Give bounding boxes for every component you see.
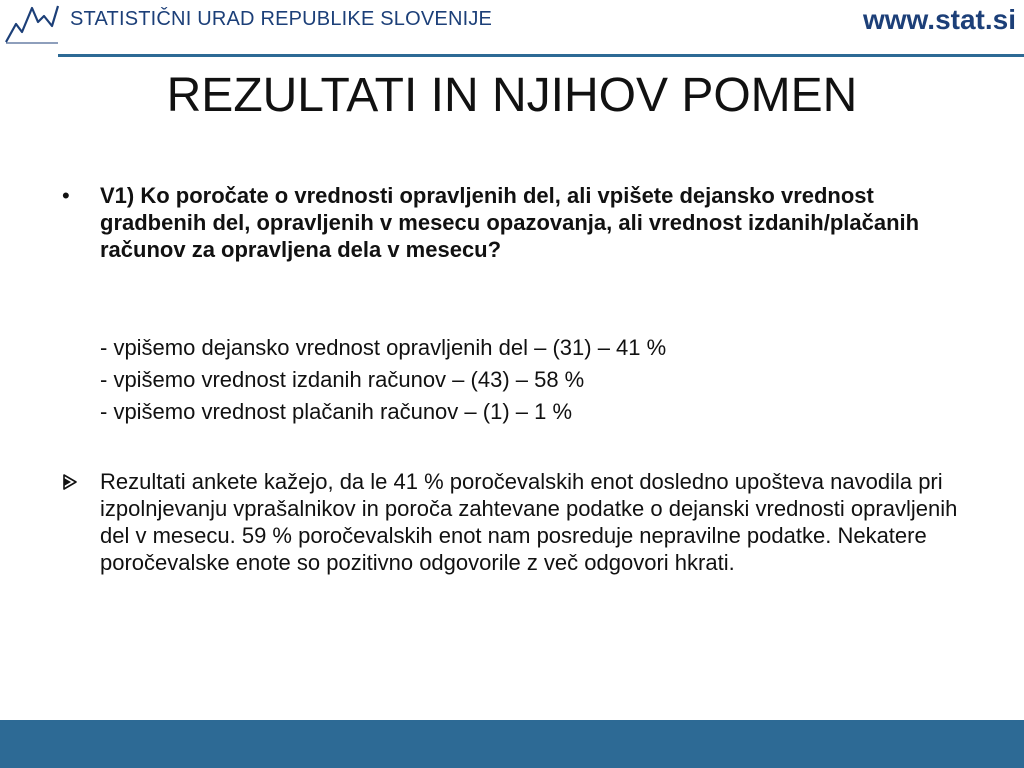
result-item bbox=[62, 468, 982, 576]
answer-item: - vpišemo vrednost izdanih računov – (43) – 58 % bbox=[100, 367, 585, 392]
header bbox=[0, 0, 1024, 58]
org-name: STATISTIČNI URAD REPUBLIKE SLOVENIJE bbox=[70, 8, 493, 30]
page-title: REZULTATI IN NJIHOV POMEN bbox=[166, 69, 858, 122]
arrow-bullet-icon bbox=[62, 468, 100, 490]
header-divider bbox=[58, 54, 1024, 57]
site-url-link[interactable]: www.stat.si bbox=[862, 4, 1016, 35]
question-item bbox=[62, 182, 982, 263]
stat-logo-icon bbox=[4, 2, 60, 44]
answer-item: - vpišemo dejansko vrednost opravljenih del – (31) – 41 % bbox=[100, 335, 667, 360]
result-text: Rezultati ankete kažejo, da le 41 % poročevalskih enot dosledno upošteva navodila pri izpolnjevanju vprašalnikov in poroča zahtevane podatke o dejanski vrednosti opravljenih del v mesecu. 59 % poročevalskih enot nam posreduje nepravilne podatke. Nekatere poročevalske enote so pozitivno odgovorile z več odgovori hkrati. bbox=[100, 469, 958, 575]
footer-bar bbox=[0, 720, 1024, 768]
question-text: V1) Ko poročate o vrednosti opravljenih del, ali vpišete dejansko vrednost gradbenih del, opravljenih v mesecu opazovanja, ali vrednost izdanih/plačanih računov za opravljena dela v mesecu? bbox=[100, 183, 920, 262]
bullet-dot: • bbox=[62, 183, 70, 208]
answer-item: - vpišemo vrednost plačanih računov – (1) – 1 % bbox=[100, 399, 573, 424]
answers-list bbox=[100, 332, 980, 428]
